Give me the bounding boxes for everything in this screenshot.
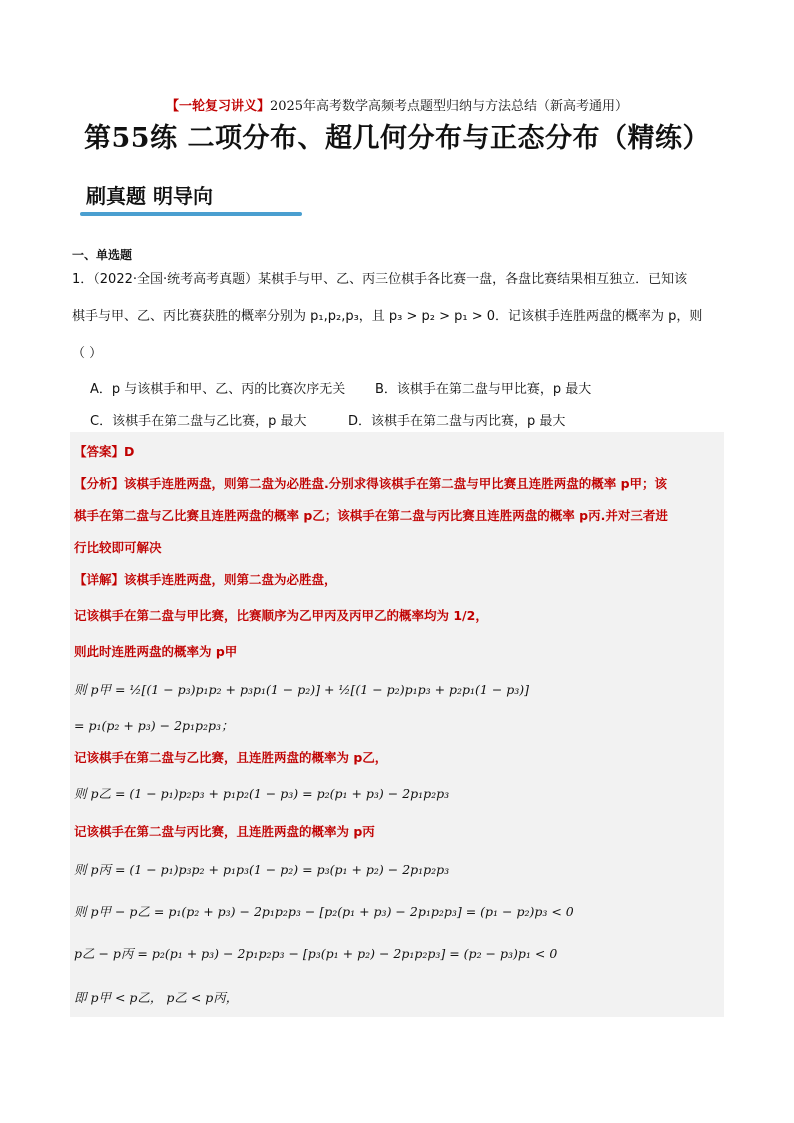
section-heading: 刷真题 明导向	[86, 184, 213, 208]
equation-1: 则 p甲 = ½[(1 − p₃)p₁p₂ + p₃p₁(1 − p₂)] + ½[(1 − p₂)p₁p₃ + p₂p₁(1 − p₃)]	[74, 682, 530, 697]
question-line-1: 1．（2022·全国·统考高考真题）某棋手与甲、乙、丙三位棋手各比赛一盘，各盘比赛结果相互独立．已知该	[72, 272, 688, 287]
equation-6: p乙 − p丙 = p₂(p₁ + p₃) − 2p₁p₂p₃ − [p₃(p₁ + p₂) − 2p₁p₂p₃] = (p₂ − p₃)p₁ < 0	[74, 946, 558, 961]
analysis-line-1: 【分析】该棋手连胜两盘，则第二盘为必胜盘.分别求得该棋手在第二盘与甲比赛且连胜两盘的概率 p甲；该	[74, 476, 668, 491]
detail-line-5: 记该棋手在第二盘与丙比赛，且连胜两盘的概率为 p丙	[74, 824, 375, 839]
detail-line-1: 【详解】该棋手连胜两盘，则第二盘为必胜盘，	[74, 572, 337, 587]
question-type-heading: 一、单选题	[72, 248, 133, 262]
analysis-line-2: 棋手在第二盘与乙比赛且连胜两盘的概率 p乙；该棋手在第二盘与丙比赛且连胜两盘的概率 p丙.并对三者进	[74, 508, 668, 523]
answer-label: 【答案】D	[74, 444, 135, 459]
equation-5: 则 p甲 − p乙 = p₁(p₂ + p₃) − 2p₁p₂p₃ − [p₂(p₁ + p₃) − 2p₁p₂p₃] = (p₁ − p₂)p₃ < 0	[74, 904, 574, 919]
detail-line-4: 记该棋手在第二盘与乙比赛，且连胜两盘的概率为 p乙，	[74, 750, 388, 765]
detail-line-2: 记该棋手在第二盘与甲比赛，比赛顺序为乙甲丙及丙甲乙的概率均为 1/2，	[74, 608, 488, 623]
question-line-3: （ ）	[72, 346, 103, 361]
detail-line-3: 则此时连胜两盘的概率为 p甲	[74, 644, 238, 659]
series-tag: 【一轮复习讲义】	[165, 99, 270, 114]
option-c: C．该棋手在第二盘与乙比赛，p 最大	[90, 414, 307, 429]
section-underline	[80, 212, 302, 216]
equation-2: = p₁(p₂ + p₃) − 2p₁p₂p₃；	[74, 718, 234, 733]
page-title: 第55练 二项分布、超几何分布与正态分布（精练）	[84, 123, 710, 154]
option-a: A．p 与该棋手和甲、乙、丙的比赛次序无关	[90, 382, 346, 397]
series-title: 2025年高考数学高频考点题型归纳与方法总结（新高考通用）	[269, 99, 629, 114]
question-line-2: 棋手与甲、乙、丙比赛获胜的概率分别为 p₁,p₂,p₃，且 p₃ > p₂ > p₁ > 0．记该棋手连胜两盘的概率为 p，则	[72, 309, 703, 324]
equation-4: 则 p丙 = (1 − p₁)p₃p₂ + p₁p₃(1 − p₂) = p₃(p₁ + p₂) − 2p₁p₂p₃	[74, 862, 450, 877]
analysis-line-3: 行比较即可解决	[74, 540, 162, 555]
option-b: B．该棋手在第二盘与甲比赛，p 最大	[375, 382, 592, 397]
equation-7: 即 p甲 < p乙， p乙 < p丙，	[74, 990, 239, 1005]
equation-3: 则 p乙 = (1 − p₁)p₂p₃ + p₁p₂(1 − p₃) = p₂(p₁ + p₃) − 2p₁p₂p₃	[74, 786, 450, 801]
option-d: D．该棋手在第二盘与丙比赛，p 最大	[348, 414, 566, 429]
series-header	[0, 95, 794, 114]
